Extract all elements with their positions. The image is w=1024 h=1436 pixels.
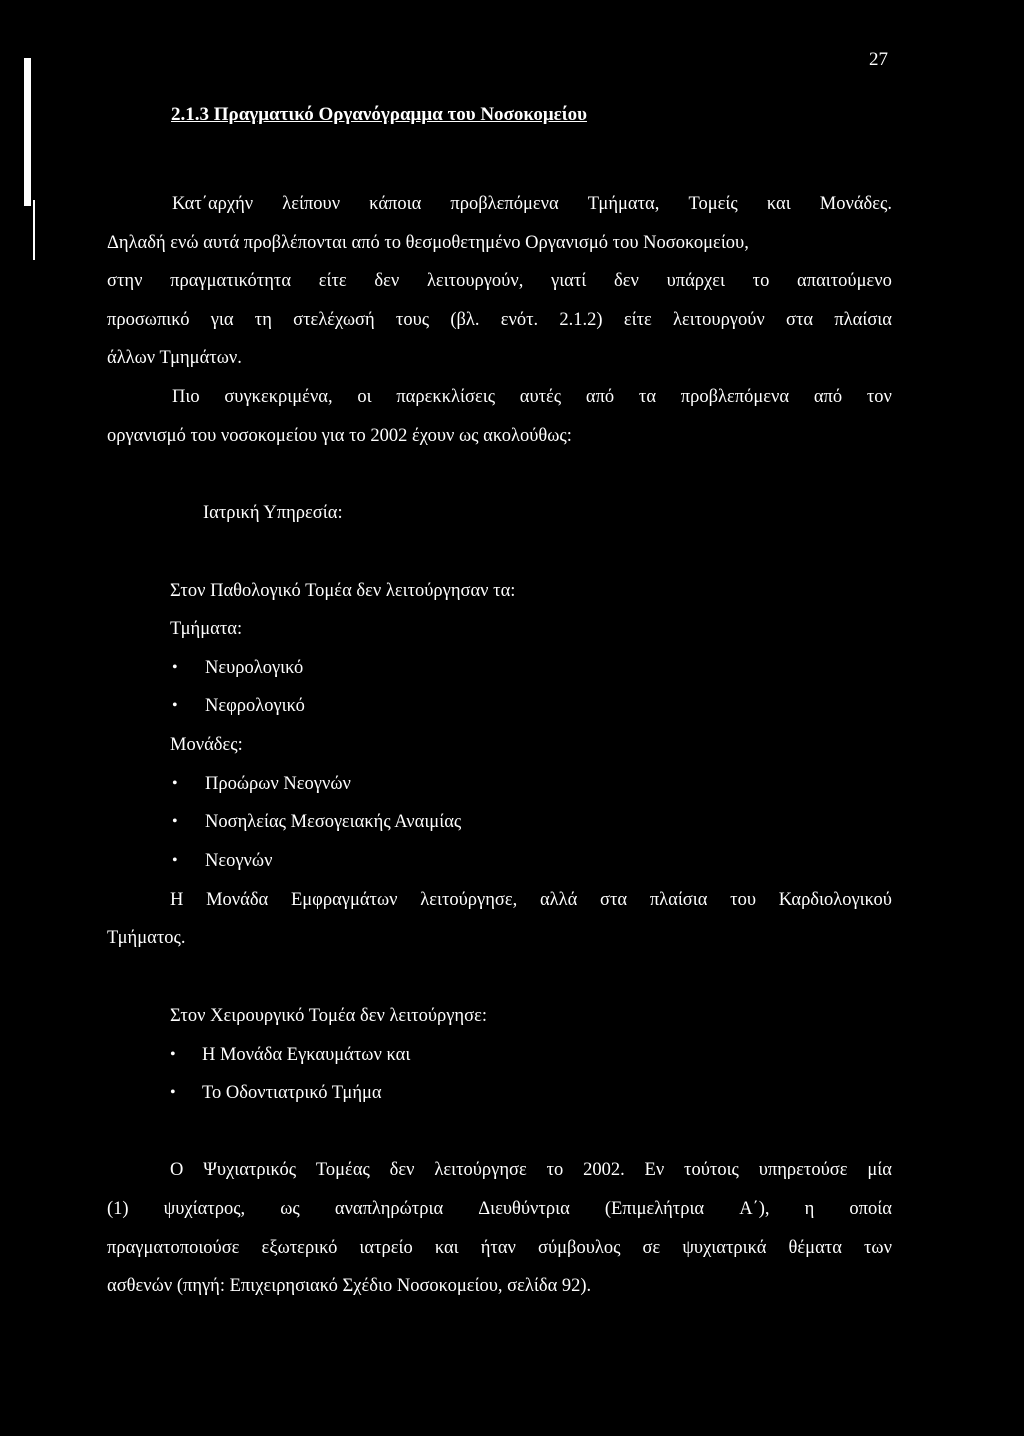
units-label: Μονάδες: [170,735,243,755]
bullet-icon: • [172,813,178,830]
paragraph2-line1: Πιο συγκεκριμένα, οι παρεκκλίσεις αυτές από τα προβλεπόμενα από τον [172,387,892,407]
margin-bar-thin [33,200,35,260]
departments-label: Τμήματα: [170,619,243,639]
page-number: 27 [869,49,888,70]
pathology-note-line1: Η Μονάδα Εμφραγμάτων λειτούργησε, αλλά στα πλαίσια του Καρδιολογικού [170,890,892,910]
surgery-item: Το Οδοντιατρικό Τμήμα [202,1083,382,1103]
unit-item: Προώρων Νεογνών [205,774,351,794]
margin-bar-thick [24,58,31,206]
bullet-icon: • [170,1046,176,1063]
paragraph1-line5: άλλων Τμημάτων. [107,348,242,368]
bullet-icon: • [172,697,178,714]
unit-item: Νοσηλείας Μεσογειακής Αναιμίας [205,812,462,832]
surgery-intro: Στον Χειρουργικό Τομέα δεν λειτούργησε: [170,1006,487,1026]
paragraph1-line2: Δηλαδή ενώ αυτά προβλέπονται από το θεσμοθετημένο Οργανισμό του Νοσοκομείου, [107,233,749,253]
bullet-icon: • [172,775,178,792]
psychiatry-line3: πραγματοποιούσε εξωτερικό ιατρείο και ήταν σύμβουλος σε ψυχιατρικά θέματα των [107,1238,892,1258]
medical-service-heading: Ιατρική Υπηρεσία: [203,503,343,523]
paragraph2-line2: οργανισμό του νοσοκομείου για το 2002 έχουν ως ακολούθως: [107,426,572,446]
unit-item: Νεογνών [205,851,273,871]
psychiatry-line4: ασθενών (πηγή: Επιχειρησιακό Σχέδιο Νοσοκομείου, σελίδα 92). [107,1276,592,1296]
pathology-note-line2: Τμήματος. [107,928,186,948]
surgery-item: Η Μονάδα Εγκαυμάτων και [202,1045,411,1065]
department-item: Νευρολογικό [205,658,304,678]
bullet-icon: • [172,852,178,869]
bullet-icon: • [170,1084,176,1101]
paragraph1-line3: στην πραγματικότητα είτε δεν λειτουργούν, γιατί δεν υπάρχει το απαιτούμενο [107,271,892,291]
pathology-intro: Στον Παθολογικό Τομέα δεν λειτούργησαν τα: [170,581,516,601]
paragraph1-line4: προσωπικό για τη στελέχωσή τους (βλ. ενότ. 2.1.2) είτε λειτουργούν στα πλαίσια [107,310,892,330]
bullet-icon: • [172,659,178,676]
psychiatry-line1: Ο Ψυχιατρικός Τομέας δεν λειτούργησε το 2002. Εν τούτοις υπηρετούσε μία [170,1160,892,1180]
paragraph1-line1: Κατ΄αρχήν λείπουν κάποια προβλεπόμενα Τμήματα, Τομείς και Μονάδες. [172,194,892,214]
department-item: Νεφρολογικό [205,696,305,716]
psychiatry-line2: (1) ψυχίατρος, ως αναπληρώτρια Διευθύντρια (Επιμελήτρια Α΄), η οποία [107,1199,892,1219]
section-heading: 2.1.3 Πραγματικό Οργανόγραμμα του Νοσοκομείου [171,104,588,125]
